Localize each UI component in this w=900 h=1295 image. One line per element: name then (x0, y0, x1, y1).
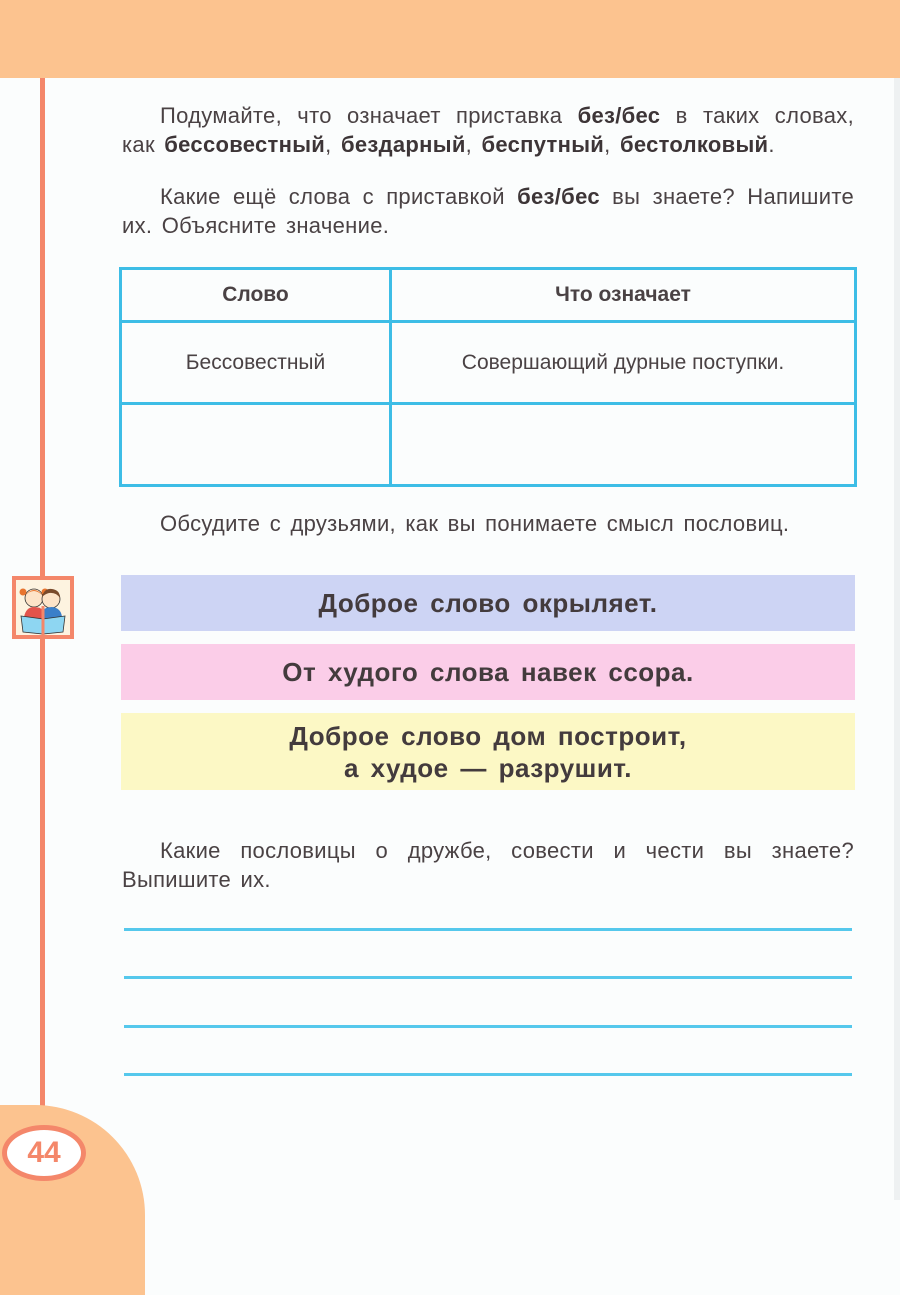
page-edge (894, 78, 900, 1200)
cell-meaning: Совершающий дурные поступки. (391, 322, 856, 404)
proverb-2 (121, 644, 855, 700)
proverb-1 (121, 575, 855, 631)
cell-meaning-answer[interactable] (391, 404, 856, 486)
text: , (465, 132, 482, 157)
answer-line-1[interactable] (124, 928, 852, 931)
text: Подумайте, что означает приставка (160, 103, 578, 128)
example-word: бестолковый (619, 132, 769, 157)
page-number: 44 (2, 1125, 86, 1181)
proverb-text-line1: Доброе слово дом построит, (289, 720, 687, 751)
table-header-row (121, 269, 856, 322)
task1-question (122, 182, 854, 240)
text: . (768, 132, 775, 157)
text: , (325, 132, 341, 157)
text: Какие ещё слова с приставкой (160, 184, 518, 209)
proverb-text-line2: а худое — разрушит. (344, 752, 632, 783)
example-word: бессовестный (164, 132, 326, 157)
kids-reading-book-icon (12, 576, 74, 639)
text: в таких словах, как (122, 103, 854, 157)
column-header-meaning: Что означает (391, 269, 856, 322)
cell-word-answer[interactable] (121, 404, 391, 486)
task1-instruction (122, 101, 854, 159)
task3-instruction: Какие пословицы о дружбе, совести и чести вы знаете? Выпишите их. (122, 838, 854, 892)
proverb-text: От худого слова навек ссора. (282, 657, 694, 687)
answer-line-2[interactable] (124, 976, 852, 979)
proverb-text: Доброе слово окрыляет. (318, 588, 658, 618)
table-row (121, 322, 856, 404)
text: , (604, 132, 620, 157)
answer-line-3[interactable] (124, 1025, 852, 1028)
cell-word: Бессовестный (121, 322, 391, 404)
answer-line-4[interactable] (124, 1073, 852, 1076)
example-word: беспутный (481, 132, 605, 157)
prefix-highlight: без/бес (577, 103, 661, 128)
prefix-highlight: без/бес (517, 184, 600, 209)
example-word: бездарный (340, 132, 466, 157)
column-header-word: Слово (121, 269, 391, 322)
header-band (0, 0, 900, 78)
proverb-3 (121, 713, 855, 790)
text: вы знаете? Напишите их. Объясните значение. (122, 184, 854, 238)
word-meaning-table (119, 267, 857, 487)
table-row-empty (121, 404, 856, 486)
task2-instruction: Обсудите с друзьями, как вы понимаете смысл пословиц. (160, 511, 790, 536)
